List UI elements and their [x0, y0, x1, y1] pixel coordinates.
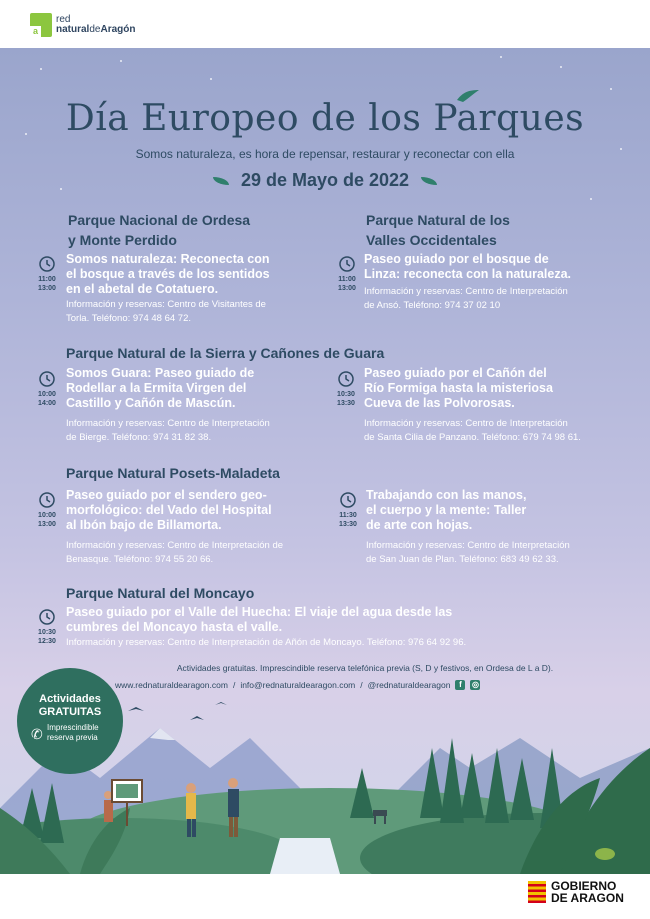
activity-line: Cueva de las Polvorosas.: [364, 396, 515, 410]
time-end: 14:00: [38, 400, 56, 407]
activity-line: Somos Guara: Paseo guiado de: [66, 366, 255, 380]
time-start: 10:30: [337, 391, 355, 398]
info-line: Información y reservas: Centro de Interpretación de Añón de Moncayo. Teléfono: 976 64 92 96.: [66, 637, 467, 648]
activity-time: [336, 511, 360, 529]
event-date: 29 de Mayo de 2022: [240, 170, 410, 190]
activity-time: [35, 628, 59, 646]
park-title-line: y Monte Perdido: [68, 232, 177, 248]
time-end: 13:00: [38, 285, 56, 292]
info-line: Información y reservas: Centro de Interpretación: [66, 418, 270, 429]
reservation-info: [366, 539, 570, 567]
park-title-posets-maladeta: Parque Natural Posets-Maladeta: [66, 465, 280, 481]
phone-icon: ✆: [31, 726, 43, 742]
info-line: Torla. Teléfono: 974 48 64 72.: [66, 313, 192, 324]
info-line: Información y reservas: Centro de Interpretación: [364, 418, 568, 429]
time-start: 10:00: [38, 391, 56, 398]
clock-icon: [339, 256, 355, 272]
info-line: Información y reservas: Centro de Interpretación: [366, 540, 570, 551]
activity-description: [366, 488, 526, 533]
info-line: de Bierge. Teléfono: 974 31 82 38.: [66, 432, 212, 443]
activity-line: Paseo guiado por el Valle del Huecha: El viaje del agua desde las: [66, 605, 453, 619]
logo-letter: a: [30, 26, 41, 37]
badge-line: GRATUITAS: [38, 706, 102, 718]
subtitle: Somos naturaleza, es hora de repensar, restaurar y reconectar con ella: [135, 147, 515, 161]
activity-line: Linza: reconecta con la naturaleza.: [364, 267, 572, 281]
facebook-icon[interactable]: f: [455, 680, 465, 690]
clock-icon: [39, 609, 55, 625]
park-title-line: Parque Natural de los: [366, 212, 510, 228]
instagram-icon[interactable]: ◎: [471, 680, 479, 689]
birds-icon: [128, 702, 227, 720]
gob-line: DE ARAGON: [551, 891, 624, 905]
time-start: 10:00: [38, 512, 56, 519]
clock-icon: [39, 492, 55, 508]
activity-description: [66, 366, 254, 411]
activity-line: Paseo guiado por el bosque de: [364, 252, 549, 266]
activity-time: [334, 390, 358, 408]
social-handle[interactable]: @rednaturaldearagon: [367, 680, 451, 690]
poster: [0, 48, 650, 874]
gob-line: GOBIERNO: [551, 879, 617, 893]
date-row: [0, 170, 650, 191]
park-title-ordesa: [68, 210, 250, 250]
activity-line: Castillo y Cañón de Mascún.: [66, 396, 236, 410]
reservation-info: [364, 285, 568, 313]
info-line: de Santa Cilia de Panzano. Teléfono: 679 74 98 61.: [364, 432, 581, 443]
contact-links: [115, 680, 480, 690]
logo-mark-icon: [30, 13, 52, 37]
leaf-left-icon: [213, 177, 229, 185]
reservation-info: [66, 417, 270, 445]
clock-icon: [338, 371, 354, 387]
activity-line: Paseo guiado por el Cañón del: [364, 366, 547, 380]
clock-icon: [39, 371, 55, 387]
info-line: Información y reservas: Centro de Interpretación: [364, 286, 568, 297]
activity-line: Trabajando con las manos,: [366, 488, 527, 502]
separator: /: [232, 680, 236, 690]
logo-line2: [56, 25, 135, 35]
badge-note: [47, 723, 117, 743]
park-title-line: Valles Occidentales: [366, 232, 497, 248]
aragon-flag-icon: [528, 881, 546, 903]
email-link[interactable]: info@rednaturaldearagon.com: [240, 680, 356, 690]
info-line: de San Juan de Plan. Teléfono: 683 49 62 33.: [366, 554, 559, 565]
time-start: 11:30: [339, 512, 357, 519]
activity-line: Rodellar a la Ermita Virgen del: [66, 381, 247, 395]
activity-line: en el abetal de Cotatuero.: [66, 282, 219, 296]
info-line: Información y reservas: Centro de Interpretación de: [66, 540, 284, 551]
activity-description: [364, 366, 553, 411]
info-line: Benasque. Teléfono: 974 55 20 66.: [66, 554, 214, 565]
logo-de: de: [89, 24, 101, 35]
reservation-info: [364, 417, 581, 445]
activity-description: [66, 488, 272, 533]
badge-line: Actividades: [39, 693, 101, 705]
activity-description: [66, 605, 452, 635]
reservation-info: [66, 539, 283, 567]
footer: [0, 874, 650, 919]
logo-wordmark: [56, 15, 135, 35]
activity-time: [35, 390, 59, 408]
badge-note-line: Imprescindible: [47, 723, 99, 732]
activity-line: Paseo guiado por el sendero geo-: [66, 488, 267, 502]
time-start: 11:00: [338, 276, 356, 283]
activity-time: [35, 511, 59, 529]
activity-time: [335, 275, 359, 293]
logo-natural: natural: [56, 24, 90, 35]
park-title-line: Parque Nacional de Ordesa: [68, 212, 251, 228]
activity-line: al Ibón bajo de Billamorta.: [66, 518, 222, 532]
activity-time: [35, 275, 59, 293]
info-line: Información y reservas: Centro de Visitantes de: [66, 299, 266, 310]
clock-icon: [340, 492, 356, 508]
activity-line: el bosque a través de los sentidos: [66, 267, 270, 281]
activity-line: Somos naturaleza: Reconecta con: [66, 252, 270, 266]
frog-icon: [595, 848, 615, 860]
park-title-guara: Parque Natural de la Sierra y Cañones de Guara: [66, 345, 385, 361]
park-title-valles-occidentales: [366, 210, 510, 250]
time-end: 13:00: [338, 285, 356, 292]
activity-line: el cuerpo y la mente: Taller: [366, 503, 527, 517]
info-line: de Ansó. Teléfono: 974 37 02 10: [364, 300, 501, 311]
time-end: 13:30: [339, 521, 357, 528]
time-start: 11:00: [38, 276, 56, 283]
gobierno-text: [551, 880, 624, 904]
time-start: 10:30: [38, 629, 56, 636]
gobierno-aragon-logo[interactable]: [528, 880, 624, 904]
reservation-info: [66, 636, 466, 650]
red-natural-logo[interactable]: [30, 13, 135, 37]
time-end: 12:30: [38, 638, 56, 645]
time-end: 13:00: [38, 521, 56, 528]
activity-line: de arte con hojas.: [366, 518, 473, 532]
website-link[interactable]: www.rednaturaldearagon.com: [115, 680, 228, 690]
activity-description: [66, 252, 270, 297]
top-header: [0, 0, 650, 48]
park-title-moncayo: Parque Natural del Moncayo: [66, 585, 255, 601]
time-end: 13:30: [337, 400, 355, 407]
activity-line: Río Formiga hasta la misteriosa: [364, 381, 553, 395]
free-activities-badge: [17, 668, 123, 774]
logo-line1: red: [56, 14, 71, 25]
activity-line: cumbres del Moncayo hasta el valle.: [66, 620, 283, 634]
footnote: Actividades gratuitas. Imprescindible reserva telefónica previa (S, D y festivos, en Ordesa de L a D).: [176, 663, 554, 673]
waterfall-icon: [270, 838, 340, 874]
logo-aragon: Aragón: [100, 24, 136, 35]
activity-description: [364, 252, 571, 282]
separator: /: [360, 680, 363, 690]
badge-note-line: reserva previa: [47, 733, 98, 742]
activity-line: morfológico: del Vado del Hospital: [66, 503, 272, 517]
page-title: Día Europeo de los Parques: [65, 98, 585, 139]
reservation-info: [66, 298, 266, 326]
clock-icon: [39, 256, 55, 272]
leaf-right-icon: [421, 177, 437, 185]
